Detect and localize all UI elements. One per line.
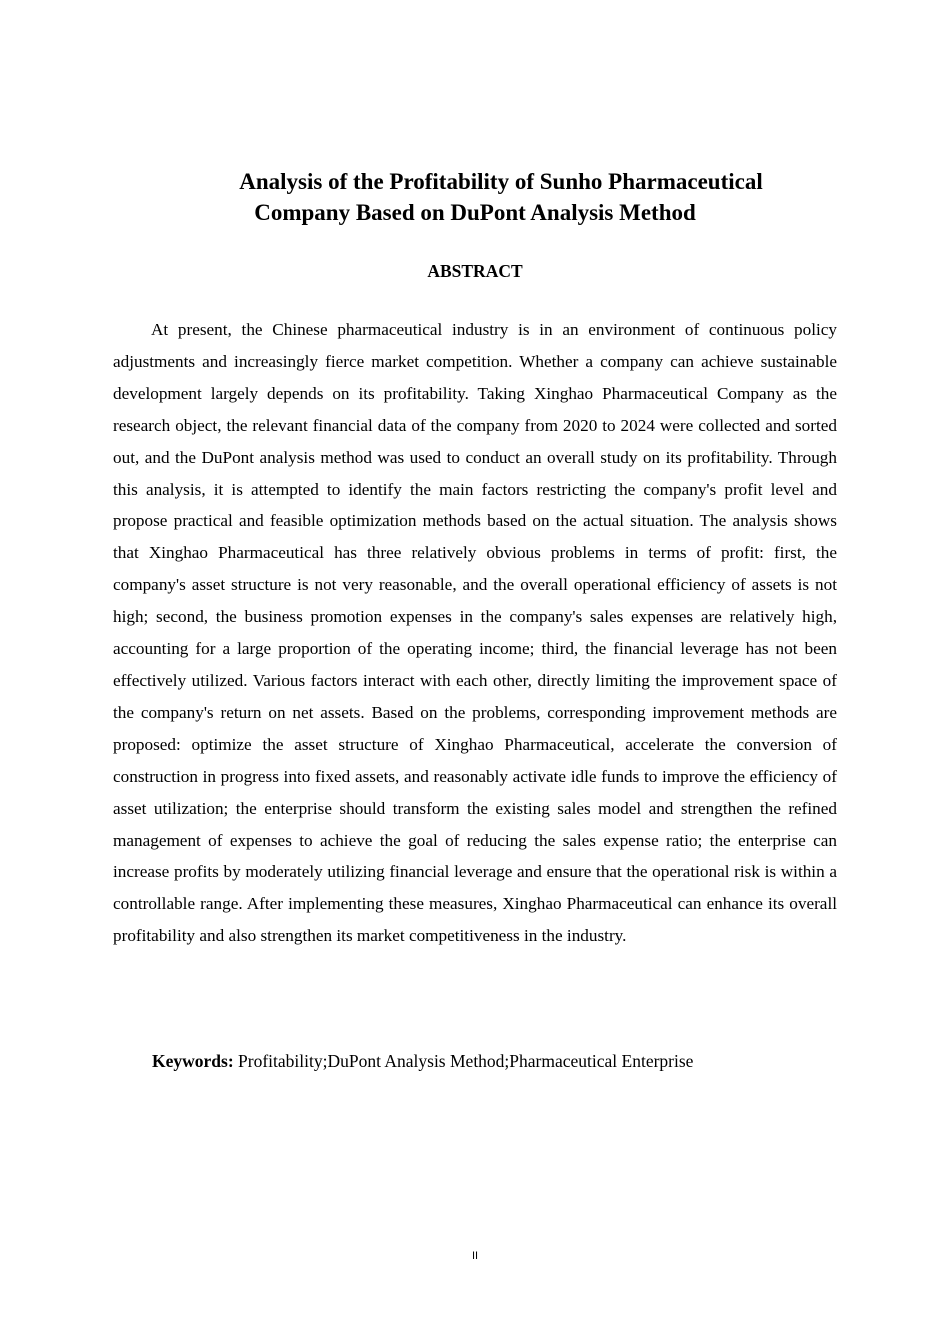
abstract-body: At present, the Chinese pharmaceutical industry is in an environment of continuous policy adjustments and increasingly fierce market competition. Whether a company can achieve sustainable development largely depends on its profitability. Taking Xinghao Pharmaceutical Company as the research object, the relevant financial data of the company from 2020 to 2024 were collected and sorted out, and the DuPont analysis method was used to conduct an overall study on its profitability. Through this analysis, it is attempted to identify the main factors restricting the company's profit level and propose practical and feasible optimization methods based on the actual situation. The analysis shows that Xinghao Pharmaceutical has three relatively obvious problems in terms of profit: first, the company's asset structure is not very reasonable, and the overall operational efficiency of assets is not high; second, the business promotion expenses in the company's sales expenses are relatively high, accounting for a large proportion of the operating income; third, the financial leverage has not been effectively utilized. Various factors interact with each other, directly limiting the improvement space of the company's return on net assets. Based on the problems, corresponding improvement methods are proposed: optimize the asset structure of Xinghao Pharmaceutical, accelerate the conversion of construction in progress into fixed assets, and reasonably activate idle funds to improve the efficiency of asset utilization; the enterprise should transform the existing sales model and strengthen the refined management of expenses to achieve the goal of reducing the sales expense ratio; the enterprise can increase profits by moderately utilizing financial leverage and ensure that the operational risk is within a controllable range. After implementing these measures, Xinghao Pharmaceutical can enhance its overall profitability and also strengthen its market competitiveness in the industry. — [113, 320, 837, 946]
keywords-label: Keywords: — [152, 1051, 234, 1071]
keywords-value: Profitability;DuPont Analysis Method;Pharmaceutical Enterprise — [238, 1051, 694, 1071]
page-number: II — [471, 1250, 479, 1262]
paper-title-line-1: Analysis of the Profitability of Sunho Pharmaceutical — [239, 169, 763, 194]
paper-title-line-2: Company Based on DuPont Analysis Method — [254, 200, 696, 225]
abstract-heading: ABSTRACT — [427, 261, 523, 281]
keywords-line — [152, 1048, 852, 1074]
paper-title — [0, 166, 950, 228]
